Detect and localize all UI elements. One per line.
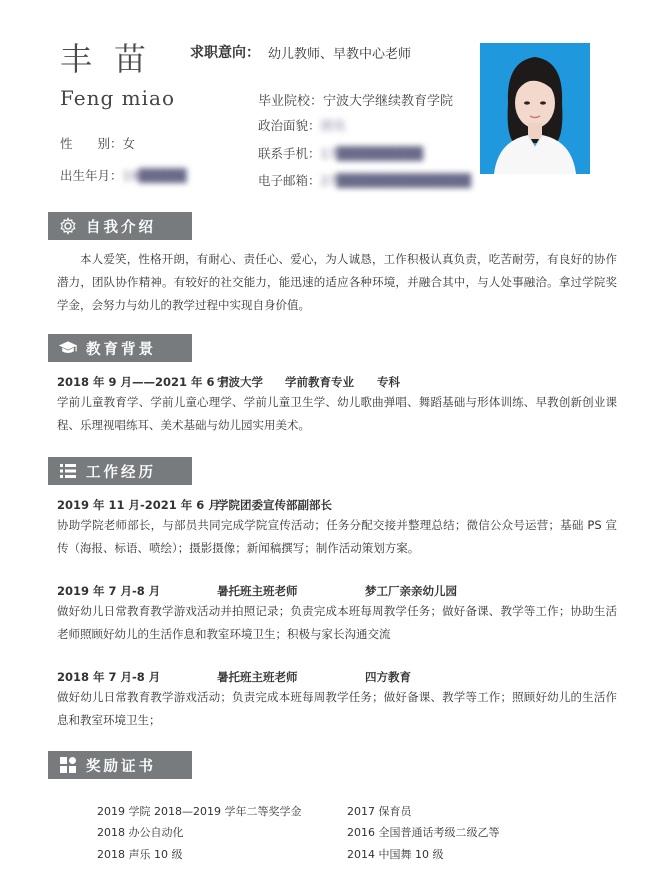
award-item: 2014 中国舞 10 级 [347,848,444,861]
section-title-education: 教育背景 [86,341,156,358]
phone-label: 联系手机： [258,146,321,161]
list-icon [58,461,78,481]
work-role: 暑托班主班老师 [217,584,298,598]
award-item: 2016 全国普通话考级二级乙等 [347,826,500,839]
work-period: 2019 年 11 月-2021 年 6 月 [57,498,220,512]
work-period: 2018 年 7 月-8 月 [57,670,161,684]
email-label: 电子邮箱： [258,173,321,188]
gender-row [60,134,135,152]
school-row [258,90,453,109]
work-desc: 做好幼儿日常教育教学游戏活动并拍照记录；负责完成本班每周教学任务；做好备课、教学等工作；协助生活老师照顾好幼儿的生活作息和教室环境卫生；积极与家长沟通交流 [57,604,617,641]
section-title-intro: 自我介绍 [86,219,156,236]
education-courses: 学前儿童教育学、学前儿童心理学、学前儿童卫生学、幼儿歌曲弹唱、舞蹈基础与形体训练、早教创新创业课程、乐理视唱练耳、美术基础与幼儿园实用美术。 [57,395,617,432]
work-org: 梦工厂亲亲幼儿园 [365,584,457,598]
phone-value: 17█████████ [320,146,423,161]
work-org: 四方教育 [365,670,411,684]
education-school: 宁波大学 [217,375,263,389]
work-desc: 协助学院老师部长，与部员共同完成学院宣传活动；任务分配交接并整理总结；微信公众号运营；基础 PS 宣传（海报、标语、喷绘）；摄影摄像；新闻稿撰写；制作活动策划方案。 [57,518,617,555]
gear-icon [58,216,78,236]
politics-value: 团员 [320,118,346,133]
name-chinese: 丰苗 [60,40,169,78]
section-title-awards: 奖励证书 [86,758,156,775]
name-english: Feng miao [60,86,175,110]
email-value: 27██████████████ [320,173,472,188]
profile-photo [480,43,590,174]
birth-label: 出生年月： [60,168,123,183]
school-value: 宁波大学继续教育学院 [323,94,454,109]
award-item: 2019 学院 2018—2019 学年二等奖学金 [97,805,302,818]
gender-label: 性 别： [60,136,123,151]
work-role: 学院团委宣传部副部长 [217,498,332,512]
email-row [258,171,471,189]
education-degree: 专科 [377,375,400,389]
education-period: 2018 年 9 月——2021 年 6 月 [57,375,231,389]
graduation-cap-icon [58,338,78,358]
politics-label: 政治面貌： [258,118,321,133]
section-header-education [48,334,192,362]
portrait-icon [480,43,590,174]
award-item: 2018 声乐 10 级 [97,848,183,861]
section-title-work: 工作经历 [86,464,156,481]
gender-value: 女 [122,136,136,151]
award-item: 2018 办公自动化 [97,826,184,839]
section-header-awards [48,751,192,779]
school-label: 毕业院校： [258,94,324,109]
section-header-work [48,457,192,485]
politics-row [258,116,346,134]
award-item: 2017 保育员 [347,805,412,818]
section-header-intro [48,212,192,240]
work-role: 暑托班主班老师 [217,670,298,684]
education-major: 学前教育专业 [285,375,354,389]
phone-row [258,144,423,162]
work-desc: 做好幼儿日常教育教学游戏活动；负责完成本班每周教学任务；做好备课、教学等工作；照顾好幼儿的生活作息和教室环境卫生； [57,690,617,727]
birth-value: 19█████ [122,168,187,183]
intro-text: 本人爱笑，性格开朗，有耐心、责任心、爱心，为人诚恳，工作积极认真负责，吃苦耐劳，有良好的协作潜力，团队协作精神。有较好的社交能力，能迅速的适应各种环境，并融合其中，与人处事融洽。拿过学院奖学金，会努力与幼儿的教学过程中实现自身价值。 [57,252,617,312]
birth-row [60,166,187,184]
grid-icon [58,755,78,775]
work-period: 2019 年 7 月-8 月 [57,584,161,598]
job-intent-value: 幼儿教师、早教中心老师 [268,47,412,62]
job-intent-label: 求职意向： [190,45,260,61]
